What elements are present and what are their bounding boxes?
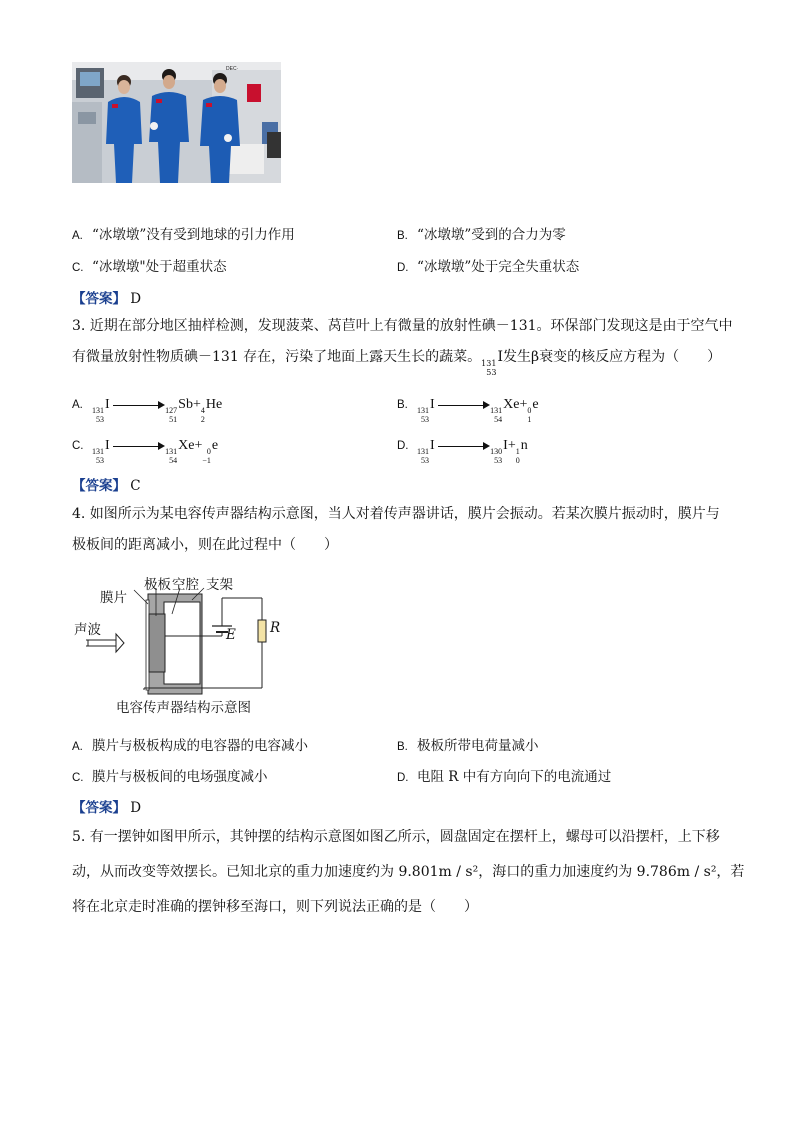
mass-number: 0: [206, 447, 211, 456]
charge-number: 53: [96, 415, 104, 424]
q3-line-2-start: 有微量放射性物质碘－131 存在，污染了地面上露天生长的蔬菜。: [72, 349, 482, 365]
label-emf: E: [226, 627, 236, 643]
element-symbol: n: [520, 438, 528, 453]
label-plate: 极板: [144, 577, 171, 593]
charge-number: 54: [169, 456, 178, 465]
answer-value: D: [130, 800, 142, 816]
q3-option-b: [397, 397, 539, 424]
charge-number: 53: [421, 456, 429, 465]
option-label: D.: [397, 440, 409, 452]
element-symbol: Xe: [503, 397, 520, 412]
q5-line-1: 5. 有一摆钟如图甲所示，其钟摆的结构示意图如图乙所示，圆盘固定在摆杆上，螺母可以沿摆杆，上下移: [72, 829, 720, 845]
charge-number: −1: [202, 456, 211, 465]
q3-option-a: [72, 397, 222, 424]
option-text: “冰墩墩"处于超重状态: [92, 259, 227, 275]
q4-option-a: [72, 734, 308, 754]
q4-answer: [72, 796, 141, 816]
mass-number: 131: [417, 406, 429, 415]
option-text: 极板所带电荷量减小: [417, 738, 539, 754]
option-label: C.: [72, 440, 84, 452]
charge-number: 53: [96, 456, 104, 465]
option-label: C.: [72, 262, 84, 274]
mass-number: 0: [527, 406, 532, 415]
plus-sign: +: [192, 397, 201, 412]
microphone-diagram: [72, 570, 302, 720]
q5-line-2: 动，从而改变等效摆长。已知北京的重力加速度约为 9.801m / s²，海口的重力加速度约为 9.786m / s²，若: [72, 864, 745, 880]
charge-number: 0: [515, 456, 520, 465]
q4-option-b: [397, 734, 539, 754]
mass-number: 131: [92, 447, 104, 456]
answer-value: D: [130, 291, 142, 307]
element-symbol: I: [430, 397, 435, 412]
mass-number: 127: [165, 406, 178, 415]
option-text: “冰墩墩”受到的合力为零: [417, 227, 566, 243]
q4-line-2: 极板间的距离减小，则在此过程中（ ）: [72, 537, 338, 553]
q4-option-d: [397, 765, 611, 785]
charge-number: 1: [527, 415, 532, 424]
q3-stem: [72, 311, 732, 377]
option-label: A.: [72, 230, 83, 242]
mass-number: 131: [92, 406, 104, 415]
mass-number: 1: [515, 447, 520, 456]
label-resistor: R: [270, 620, 281, 636]
element-symbol: Xe: [178, 438, 195, 453]
q2-option-b: [397, 223, 566, 243]
q5-line-3: 将在北京走时准确的摆钟移至海口，则下列说法正确的是（ ）: [72, 899, 478, 915]
space-station-photo: [72, 62, 281, 183]
option-label: D.: [397, 262, 409, 274]
charge-number: 51: [169, 415, 178, 424]
charge-number: 2: [200, 415, 205, 424]
diagram-caption: 电容传声器结构示意图: [116, 700, 251, 716]
astronauts-illustration: [72, 62, 281, 183]
charge-number: 53: [486, 368, 497, 377]
element-symbol: I: [105, 438, 110, 453]
nuclide-numbers: [481, 359, 496, 377]
option-text: 膜片与极板间的电场强度减小: [92, 769, 268, 785]
label-cavity: 空腔: [172, 577, 199, 593]
plus-sign: +: [519, 397, 528, 412]
q3-option-c: [72, 438, 218, 465]
q4-line-1: 4. 如图所示为某电容传声器结构示意图，当人对着传声器讲话，膜片会振动。若某次膜片振动时，膜片与: [72, 506, 720, 522]
element-symbol: I: [503, 438, 508, 453]
option-label: C.: [72, 772, 84, 784]
mass-number: 4: [200, 406, 205, 415]
mass-number: 131: [481, 359, 497, 368]
answer-tag: 【答案】: [72, 291, 126, 307]
q3-line-1: 3. 近期在部分地区抽样检测，发现菠菜、莴苣叶上有微量的放射性碘－131。环保部门发现这是由于空气中: [72, 318, 733, 334]
element-symbol: I: [105, 397, 110, 412]
charge-number: 53: [421, 415, 429, 424]
mass-number: 131: [165, 447, 178, 456]
element-symbol: Sb: [178, 397, 193, 412]
element-symbol: e: [211, 438, 219, 453]
element-symbol: I: [430, 438, 435, 453]
q4-option-c: [72, 765, 268, 785]
charge-number: 54: [494, 415, 503, 424]
q2-option-d: [397, 255, 579, 275]
q3-line-2-end: I发生β衰变的核反应方程为（ ）: [497, 349, 722, 365]
q3-answer: [72, 474, 141, 494]
mass-number: 131: [490, 406, 503, 415]
element-symbol: e: [532, 397, 539, 412]
q4-stem: [72, 499, 732, 561]
charge-number: 53: [494, 456, 503, 465]
option-text: 膜片与极板构成的电容器的电容减小: [92, 738, 308, 754]
option-text: 电阻 R 中有方向向下的电流通过: [417, 769, 612, 785]
option-text: “冰墩墩”没有受到地球的引力作用: [92, 227, 295, 243]
plus-sign: +: [507, 438, 516, 453]
element-symbol: He: [205, 397, 223, 412]
mass-number: 131: [417, 447, 429, 456]
q2-option-a: [72, 223, 295, 243]
reaction-arrow-icon: [113, 440, 165, 452]
option-text: “冰墩墩”处于完全失重状态: [417, 259, 580, 275]
reaction-arrow-icon: [438, 440, 490, 452]
reaction-arrow-icon: [438, 399, 490, 411]
photo-sign: DEC·: [226, 66, 239, 72]
option-label: A.: [72, 741, 83, 753]
answer-tag: 【答案】: [72, 800, 126, 816]
q5-stem: [72, 820, 745, 925]
plus-sign: +: [194, 438, 203, 453]
reaction-arrow-icon: [113, 399, 165, 411]
q3-option-d: [397, 438, 528, 465]
mass-number: 130: [490, 447, 503, 456]
option-label: B.: [397, 230, 408, 242]
option-label: B.: [397, 399, 408, 411]
q2-answer: [72, 287, 141, 307]
q3-line-2: [72, 342, 732, 377]
q2-option-c: [72, 255, 227, 275]
label-bracket: 支架: [206, 577, 233, 593]
answer-tag: 【答案】: [72, 478, 126, 494]
label-sound-wave: 声波: [74, 622, 101, 638]
answer-value: C: [130, 478, 141, 494]
label-membrane: 膜片: [100, 590, 127, 606]
option-label: A.: [72, 399, 83, 411]
option-label: B.: [397, 741, 408, 753]
option-label: D.: [397, 772, 409, 784]
